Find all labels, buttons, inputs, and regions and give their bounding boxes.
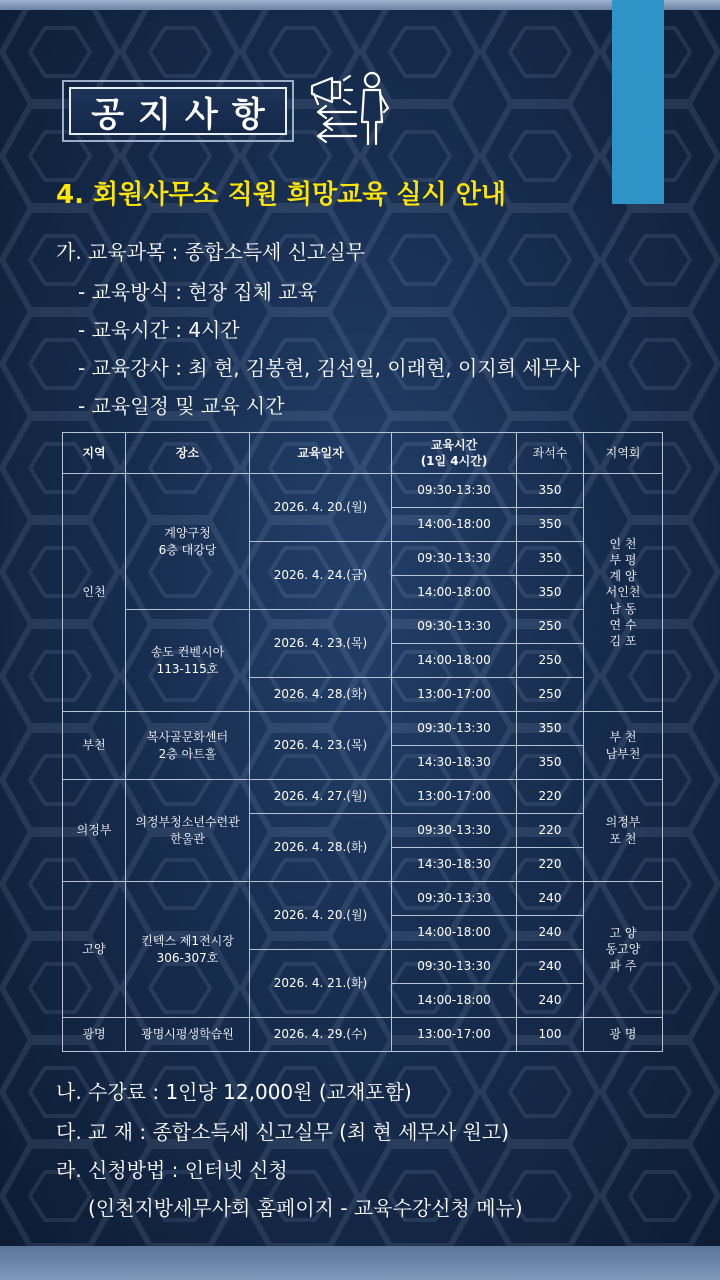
table-header-row: [63, 433, 663, 474]
seats-cell: 350: [517, 746, 584, 780]
venue-line: 킨텍스 제1전시장: [141, 934, 234, 949]
header-time-note: (1일 4시간): [420, 454, 488, 468]
venue-line: 한울관: [170, 831, 205, 846]
table-row: [63, 474, 663, 508]
seats-cell: 240: [517, 984, 584, 1018]
chapter-cell: [584, 780, 663, 882]
page-title: 공지사항: [91, 94, 279, 135]
seats-cell: 240: [517, 916, 584, 950]
course-schedule-label: - 교육일정 및 교육 시간: [78, 394, 285, 418]
time-cell: 09:30-13:30: [392, 474, 517, 508]
chapter-cell: [584, 882, 663, 1018]
time-cell: 13:00-17:00: [392, 780, 517, 814]
header-chapter: 지역회: [584, 433, 663, 474]
course-method: - 교육방식 : 현장 집체 교육: [78, 280, 317, 304]
venue-line: 2층 아트홀: [158, 746, 217, 761]
time-cell: 14:00-18:00: [392, 984, 517, 1018]
chapter-line: 부 평: [609, 553, 637, 568]
date-cell: 2026. 4. 21.(화): [250, 950, 392, 1018]
chapter-line: 계 양: [609, 569, 637, 584]
table-row: [63, 1018, 663, 1052]
venue-cell: [126, 474, 250, 610]
course-textbook: 다. 교 재 : 종합소득세 신고실무 (최 현 세무사 원고): [56, 1120, 509, 1144]
table-row: [63, 712, 663, 746]
time-cell: 13:00-17:00: [392, 678, 517, 712]
schedule-table: [62, 432, 663, 1052]
venue-line: 306-307호: [156, 950, 219, 965]
header-date: 교육일자: [250, 433, 392, 474]
seats-cell: 350: [517, 712, 584, 746]
time-cell: 09:30-13:30: [392, 814, 517, 848]
course-fee: 나. 수강료 : 1인당 12,000원 (교재포함): [56, 1080, 412, 1104]
seats-cell: 250: [517, 610, 584, 644]
date-cell: 2026. 4. 20.(월): [250, 882, 392, 950]
chapter-line: 파 주: [609, 958, 637, 973]
chapter-cell: 광 명: [584, 1018, 663, 1052]
chapter-line: 김 포: [609, 633, 637, 648]
seats-cell: 220: [517, 848, 584, 882]
time-cell: 13:00-17:00: [392, 1018, 517, 1052]
region-cell: 의정부: [63, 780, 126, 882]
venue-cell: 광명시평생학습원: [126, 1018, 250, 1052]
region-cell: 고양: [63, 882, 126, 1018]
chapter-line: 남 동: [609, 601, 637, 616]
time-cell: 09:30-13:30: [392, 950, 517, 984]
time-cell: 14:30-18:30: [392, 746, 517, 780]
table-row: [63, 610, 663, 644]
seats-cell: 350: [517, 542, 584, 576]
chapter-line: 고 양: [609, 926, 637, 941]
time-cell: 14:00-18:00: [392, 916, 517, 950]
table-row: [63, 882, 663, 916]
seats-cell: 240: [517, 882, 584, 916]
application-detail: (인천지방세무사회 홈페이지 - 교육수강신청 메뉴): [88, 1196, 523, 1220]
seats-cell: 220: [517, 780, 584, 814]
venue-cell: [126, 712, 250, 780]
accent-tab: [612, 0, 664, 204]
seats-cell: 350: [517, 576, 584, 610]
seats-cell: 350: [517, 474, 584, 508]
header-time-label: 교육시간: [430, 437, 478, 452]
table-row: [63, 780, 663, 814]
date-cell: 2026. 4. 28.(화): [250, 814, 392, 882]
time-cell: 14:00-18:00: [392, 576, 517, 610]
header-seats: 좌석수: [517, 433, 584, 474]
venue-line: 계양구청: [164, 526, 211, 541]
date-cell: 2026. 4. 28.(화): [250, 678, 392, 712]
venue-cell: [126, 780, 250, 882]
notice-headline: 4. 회원사무소 직원 희망교육 실시 안내: [56, 180, 506, 210]
region-cell: 광명: [63, 1018, 126, 1052]
chapter-line: 포 천: [609, 831, 637, 846]
header-time: [392, 433, 517, 474]
seats-cell: 240: [517, 950, 584, 984]
date-cell: 2026. 4. 27.(월): [250, 780, 392, 814]
megaphone-icon: [304, 68, 396, 148]
course-subject: 가. 교육과목 : 종합소득세 신고실무: [56, 240, 366, 264]
application-method: 라. 신청방법 : 인터넷 신청: [56, 1158, 288, 1182]
chapter-cell: [584, 474, 663, 712]
course-duration: - 교육시간 : 4시간: [78, 318, 240, 342]
venue-line: 복사골문화센터: [146, 730, 229, 745]
venue-cell: [126, 882, 250, 1018]
header-region: 지역: [63, 433, 126, 474]
title-inner: [69, 87, 287, 135]
venue-cell: [126, 610, 250, 712]
seats-cell: 250: [517, 644, 584, 678]
seats-cell: 100: [517, 1018, 584, 1052]
chapter-line: 연 수: [609, 617, 637, 632]
seats-cell: 220: [517, 814, 584, 848]
seats-cell: 350: [517, 508, 584, 542]
time-cell: 09:30-13:30: [392, 712, 517, 746]
time-cell: 09:30-13:30: [392, 882, 517, 916]
time-cell: 14:30-18:30: [392, 848, 517, 882]
time-cell: 09:30-13:30: [392, 542, 517, 576]
time-cell: 09:30-13:30: [392, 610, 517, 644]
chapter-line: 서인천: [605, 585, 641, 600]
chapter-line: 인 천: [609, 536, 637, 551]
venue-line: 6층 대강당: [158, 542, 217, 557]
seats-cell: 250: [517, 678, 584, 712]
date-cell: 2026. 4. 24.(금): [250, 542, 392, 610]
region-cell: 인천: [63, 474, 126, 712]
time-cell: 14:00-18:00: [392, 508, 517, 542]
chapter-line: 부 천: [609, 730, 637, 745]
region-cell: 부천: [63, 712, 126, 780]
title-box: [62, 80, 294, 142]
date-cell: 2026. 4. 29.(수): [250, 1018, 392, 1052]
date-cell: 2026. 4. 20.(월): [250, 474, 392, 542]
header-venue: 장소: [126, 433, 250, 474]
bottom-strip: [0, 1246, 720, 1280]
chapter-line: 동고양: [605, 942, 641, 957]
time-cell: 14:00-18:00: [392, 644, 517, 678]
venue-line: 113-115호: [156, 661, 219, 676]
venue-line: 의정부청소년수련관: [135, 815, 240, 830]
chapter-line: 의정부: [605, 815, 641, 830]
chapter-line: 남부천: [605, 746, 641, 761]
date-cell: 2026. 4. 23.(목): [250, 610, 392, 678]
course-instructors: - 교육강사 : 최 현, 김봉현, 김선일, 이래현, 이지희 세무사: [78, 356, 581, 380]
chapter-cell: [584, 712, 663, 780]
date-cell: 2026. 4. 23.(목): [250, 712, 392, 780]
venue-line: 송도 컨벤시아: [150, 645, 225, 660]
